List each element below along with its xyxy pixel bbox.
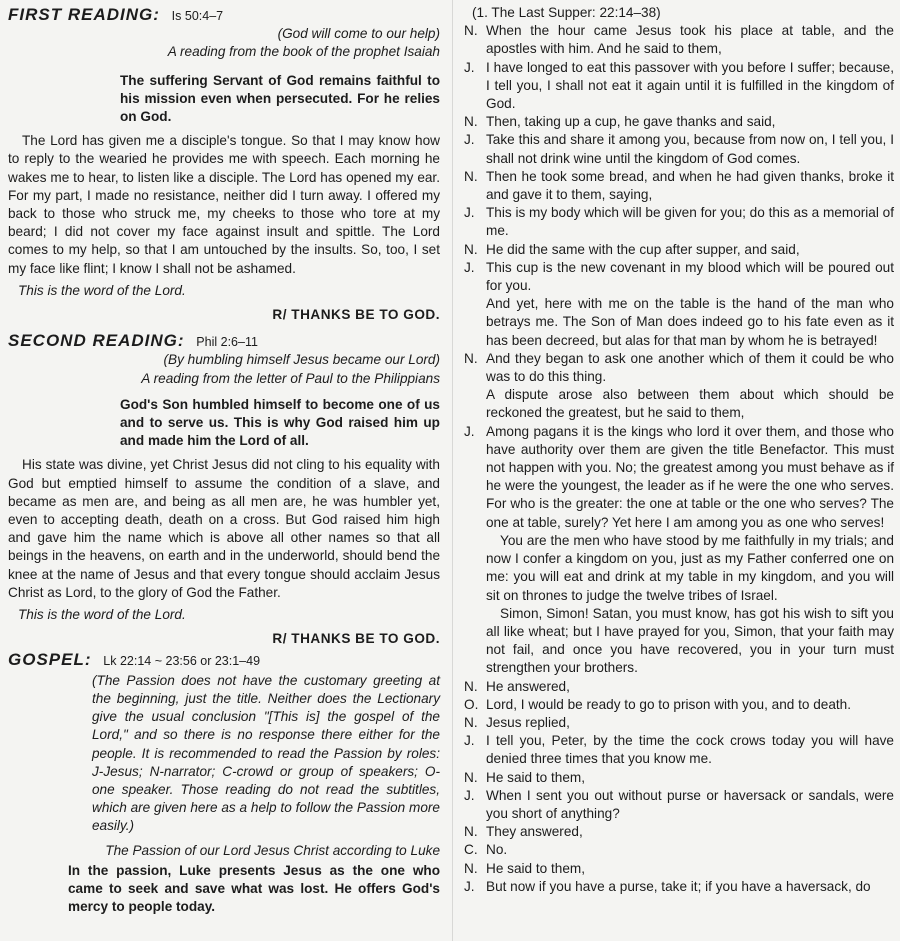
dialogue-line xyxy=(464,878,894,896)
dialogue-line xyxy=(464,204,894,240)
second-reading-summary: God's Son humbled himself to become one of us and to serve us. This is why God raised him up and made him the Lord of all. xyxy=(120,396,440,449)
gospel-ref: Lk 22:14 ~ 23:56 or 23:1–49 xyxy=(103,653,261,668)
first-reading-closing: This is the word of the Lord. xyxy=(18,282,186,298)
speaker-marker: N. xyxy=(464,350,478,366)
second-reading-subtitle: (By humbling himself Jesus became our Lord) xyxy=(163,352,440,368)
first-reading-source: A reading from the book of the prophet Isaiah xyxy=(167,44,440,60)
dialogue-line xyxy=(464,823,894,841)
dialogue-line xyxy=(464,259,894,295)
dialogue-line xyxy=(464,678,894,696)
speaker-marker: J. xyxy=(464,259,475,275)
speaker-marker: N. xyxy=(464,114,478,130)
dialogue-line xyxy=(464,22,894,58)
dialogue-line xyxy=(464,714,894,732)
first-reading xyxy=(8,6,440,324)
first-reading-ref: Is 50:4–7 xyxy=(171,9,224,23)
column-divider xyxy=(452,0,453,941)
dialogue-line xyxy=(464,113,894,131)
dialogue-continuation: You are the men who have stood by me faithfully in my trials; and now I confer a kingdom on you, just as my Father conferred one on me: you will eat and drink at my table in my kingdom, and you will sit on thrones to judge the twelve tribes of Israel. xyxy=(486,532,894,603)
right-column xyxy=(464,4,894,896)
dialogue-line xyxy=(464,696,894,714)
dialogue-line xyxy=(464,241,894,259)
speaker-marker: N. xyxy=(464,824,478,840)
speaker-marker: N. xyxy=(464,714,478,730)
second-reading-source: A reading from the letter of Paul to the Philippians xyxy=(141,370,440,386)
gospel-note: (The Passion does not have the customary greeting at the beginning, just the title. Neither does the Lectionary give the usual conclusion "[This is] the gospel of the Lord," and so there is no response there either for the people. It is recommended to read the Passion by roles: J-Jesus; N-narrator; C-crowd or group of speakers; O-one speaker. Those reading do not read the subtitles, which are given here as a help to follow the Passion more easily.) xyxy=(92,672,440,834)
passion-title: The Passion of our Lord Jesus Christ according to Luke xyxy=(105,842,440,858)
dialogue-line xyxy=(464,59,894,114)
dialogue-text: He said to them, xyxy=(486,769,585,785)
second-reading-text: His state was divine, yet Christ Jesus did not cling to his equality with God but emptied himself to assume the condition of a slave, and became as men are, and being as all men are, he was humbler yet, even to accepting death, death on a cross. But God raised him high and gave him the name which is above all other names so that all beings in the heavens, on earth and in the underworld, should bend the knee at the name of Jesus and that every tongue should acclaim Jesus Christ as Lord, to the glory of God the Father. xyxy=(8,457,440,600)
speaker-marker: N. xyxy=(464,860,478,876)
dialogue-line xyxy=(464,841,894,859)
speaker-marker: J. xyxy=(464,878,475,894)
first-reading-text: The Lord has given me a disciple's tongue. So that I may know how to reply to the wearied he provides me with speech. Each morning he wakes me to hear, to listen like a disciple. The Lord has opened my ear. For my part, I made no resistance, neither did I turn away. I offered my back to those who struck me, my cheeks to those who tore at my beard; I did not cover my face against insult and spittle. The Lord comes to my help, so that I am untouched by the insults. So, too, I set my face like flint; I know I shall not be ashamed. xyxy=(8,133,440,276)
dialogue-line xyxy=(464,168,894,204)
speaker-marker: J. xyxy=(464,423,475,439)
speaker-marker: N. xyxy=(464,168,478,184)
dialogue-text: And they began to ask one another which of them it could be who was to do this thing. xyxy=(486,350,894,385)
dialogue-text: This is my body which will be given for you; do this as a memorial of me. xyxy=(486,205,894,239)
dialogue-text: Then, taking up a cup, he gave thanks and said, xyxy=(486,114,776,130)
dialogue-text: I tell you, Peter, by the time the cock crows today you will have denied three times that you know me. xyxy=(486,733,894,767)
dialogue-text: They answered, xyxy=(486,824,583,840)
dialogue-text: When I sent you out without purse or haversack or sandals, were you short of anything? xyxy=(486,787,894,821)
dialogue-text: Among pagans it is the kings who lord it over them, and those who have authority over them are given the title Benefactor. This must not happen with you. No; the greatest among you must behave as if he were the youngest, the leader as if he were the one who serves. For who is the greater: the one at table or the one who serves? The one at table, surely? Yet here I am among you as one who serves! xyxy=(486,423,894,530)
speaker-marker: N. xyxy=(464,23,478,39)
left-column xyxy=(8,4,440,916)
speaker-marker: J. xyxy=(464,132,475,148)
dialogue-text: Then he took some bread, and when he had given thanks, broke it and gave it to them, saying, xyxy=(486,168,894,203)
dialogue-text: When the hour came Jesus took his place at table, and the apostles with him. And he said to them, xyxy=(486,23,894,57)
dialogue-text: He did the same with the cup after supper, and said, xyxy=(486,241,800,257)
speaker-marker: N. xyxy=(464,678,478,694)
first-reading-subtitle: (God will come to our help) xyxy=(277,26,440,42)
dialogue-line xyxy=(464,787,894,823)
speaker-marker: O. xyxy=(464,696,479,712)
dialogue-text: I have longed to eat this passover with you before I suffer; because, I tell you, I shall not eat it again until it is fulfilled in the kingdom of God. xyxy=(486,59,894,112)
gospel xyxy=(8,651,440,917)
dialogue-line xyxy=(464,423,894,532)
gospel-title: GOSPEL: xyxy=(8,649,92,669)
dialogue-text: No. xyxy=(486,842,508,858)
first-reading-summary: The suffering Servant of God remains faithful to his mission even when persecuted. For he relies on God. xyxy=(120,72,440,125)
dialogue-line xyxy=(464,350,894,386)
dialogue-text: Take this and share it among you, because from now on, I tell you, I shall not drink wine until the kingdom of God comes. xyxy=(486,132,894,166)
dialogue-text: But now if you have a purse, take it; if you have a haversack, do xyxy=(486,878,871,894)
dialogue-line xyxy=(464,860,894,878)
speaker-marker: J. xyxy=(464,205,475,221)
dialogue-continuation: And yet, here with me on the table is the hand of the man who betrays me. The Son of Man does indeed go to his fate even as it has been decreed, but alas for that man by whom he is betrayed! xyxy=(486,296,894,348)
dialogue-line xyxy=(464,131,894,167)
speaker-marker: J. xyxy=(464,733,475,749)
second-reading-title: SECOND READING: xyxy=(8,331,185,351)
dialogue-line xyxy=(464,769,894,787)
dialogue-text: He answered, xyxy=(486,678,570,694)
dialogue-text: Lord, I would be ready to go to prison with you, and to death. xyxy=(486,696,852,712)
speaker-marker: N. xyxy=(464,769,478,785)
passion-dialogue xyxy=(464,22,894,896)
gospel-summary: In the passion, Luke presents Jesus as the one who came to seek and save what was lost. He offers God's mercy to people today. xyxy=(68,862,440,915)
dialogue-continuation: Simon, Simon! Satan, you must know, has got his wish to sift you all like wheat; but I have prayed for you, Simon, that your faith may not fail, and once you have recovered, you in your turn must strengthen your brothers. xyxy=(486,605,894,676)
second-reading-ref: Phil 2:6–11 xyxy=(196,335,258,350)
first-reading-response: R/ THANKS BE TO GOD. xyxy=(272,307,440,323)
dialogue-continuation: A dispute arose also between them about which should be reckoned the greatest, but he said to them, xyxy=(486,387,894,421)
speaker-marker: J. xyxy=(464,787,475,803)
second-reading-closing: This is the word of the Lord. xyxy=(18,607,186,623)
second-reading xyxy=(8,332,440,648)
passion-heading: (1. The Last Supper: 22:14–38) xyxy=(472,5,661,20)
speaker-marker: N. xyxy=(464,241,478,257)
dialogue-text: Jesus replied, xyxy=(486,714,570,730)
dialogue-text: This cup is the new covenant in my blood which will be poured out for you. xyxy=(486,259,894,294)
second-reading-response: R/ THANKS BE TO GOD. xyxy=(272,631,440,647)
dialogue-line xyxy=(464,732,894,768)
speaker-marker: C. xyxy=(464,842,478,858)
speaker-marker: J. xyxy=(464,59,475,75)
first-reading-title: FIRST READING: xyxy=(8,5,160,24)
dialogue-text: He said to them, xyxy=(486,860,585,876)
